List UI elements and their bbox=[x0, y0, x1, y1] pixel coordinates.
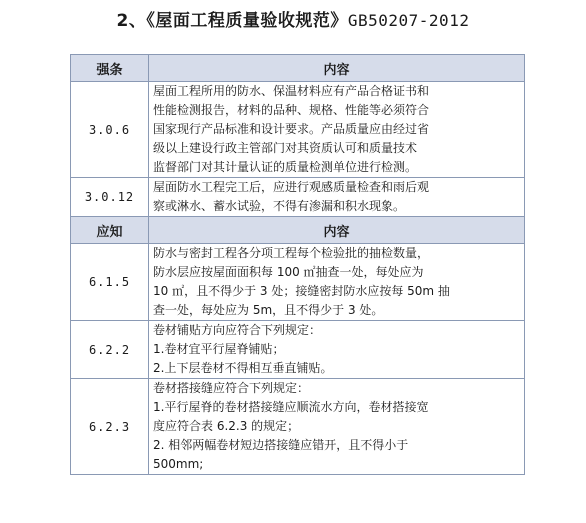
clause-number: 6.1.5 bbox=[71, 244, 149, 321]
clause-line: 监督部门对其计量认证的质量检测单位进行检测。 bbox=[153, 160, 418, 174]
table-row bbox=[71, 244, 525, 321]
table-row bbox=[71, 379, 525, 475]
clause-line: 屋面工程所用的防水、保温材料应有产品合格证书和 bbox=[153, 84, 430, 98]
clause-line: 国家现行产品标准和设计要求。产品质量应由经过省 bbox=[153, 122, 430, 136]
clause-number: 6.2.3 bbox=[71, 379, 149, 475]
table-row bbox=[71, 321, 525, 379]
title-text: 2、《屋面工程质量验收规范》 bbox=[116, 11, 348, 31]
clause-line: 2. 相邻两幅卷材短边搭接缝应错开，且不得小于 bbox=[153, 438, 409, 452]
clause-line: 10 ㎡，且不得少于 3 处；接缝密封防水应按每 50m 抽 bbox=[153, 284, 450, 298]
clause-line: 防水与密封工程各分项工程每个检验批的抽检数量， bbox=[153, 246, 430, 260]
clause-line: 500mm; bbox=[153, 457, 204, 471]
clause-line: 1.卷材宜平行屋脊铺贴； bbox=[153, 342, 285, 356]
clause-line: 级以上建设行政主管部门对其资质认可和质量技术 bbox=[153, 141, 418, 155]
section-header-row bbox=[71, 55, 525, 82]
table-row bbox=[71, 82, 525, 178]
clause-content bbox=[149, 321, 525, 379]
clause-line: 1.平行屋脊的卷材搭接缝应顺流水方向，卷材搭接宽 bbox=[153, 400, 429, 414]
standard-code: GB50207-2012 bbox=[347, 11, 470, 30]
section-header-row bbox=[71, 217, 525, 244]
clause-number: 6.2.2 bbox=[71, 321, 149, 379]
standard-table-body bbox=[71, 55, 525, 475]
clause-content bbox=[149, 178, 525, 217]
clause-line: 查一处，每处应为 5m，且不得少于 3 处。 bbox=[153, 303, 384, 317]
clause-line: 察或淋水、蓄水试验，不得有渗漏和积水现象。 bbox=[153, 199, 406, 213]
clause-line: 卷材铺贴方向应符合下列规定： bbox=[153, 323, 322, 337]
section-category-header: 应知 bbox=[71, 217, 149, 244]
section-category-header: 强条 bbox=[71, 55, 149, 82]
clause-number: 3.0.6 bbox=[71, 82, 149, 178]
document-title bbox=[0, 6, 586, 31]
section-content-header: 内容 bbox=[149, 217, 525, 244]
clause-line: 卷材搭接缝应符合下列规定： bbox=[153, 381, 310, 395]
clause-line: 防水层应按屋面面积每 100 ㎡抽查一处，每处应为 bbox=[153, 265, 424, 279]
clause-line: 2.上下层卷材不得相互垂直铺贴。 bbox=[153, 361, 333, 375]
clause-content bbox=[149, 82, 525, 178]
clause-number: 3.0.12 bbox=[71, 178, 149, 217]
table-row bbox=[71, 178, 525, 217]
clause-line: 性能检测报告，材料的品种、规格、性能等必须符合 bbox=[153, 103, 430, 117]
section-content-header: 内容 bbox=[149, 55, 525, 82]
clause-content bbox=[149, 244, 525, 321]
standard-table bbox=[70, 54, 525, 475]
clause-line: 度应符合表 6.2.3 的规定； bbox=[153, 419, 300, 433]
clause-content bbox=[149, 379, 525, 475]
clause-line: 屋面防水工程完工后，应进行观感质量检查和雨后观 bbox=[153, 180, 430, 194]
